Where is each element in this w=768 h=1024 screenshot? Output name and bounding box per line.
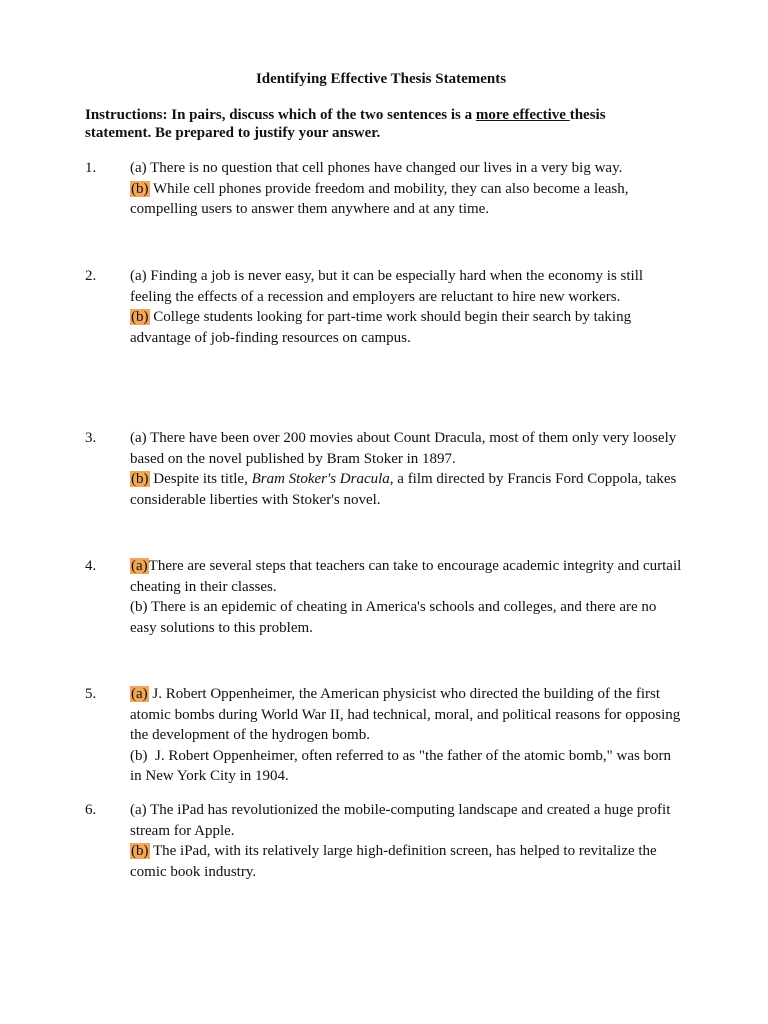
option-label-highlighted: (a) (131, 686, 148, 702)
question-options (130, 266, 685, 348)
option-b (130, 179, 685, 220)
option-b (130, 307, 685, 348)
option-text: There is no question that cell phones have changed our lives in a very big way. (146, 160, 623, 176)
option-label-highlighted: (b) (131, 180, 149, 197)
option-a (130, 428, 685, 469)
question-options (130, 684, 685, 787)
question-number: 5. (85, 686, 97, 702)
option-b (130, 841, 685, 882)
option-label: (a) (130, 268, 147, 284)
option-text: Finding a job is never easy, but it can be especially hard when the economy is still feeling the effects of a recession and employers are reluctant to hire new workers. (130, 268, 644, 305)
option-b (130, 597, 685, 638)
question-number: 2. (85, 268, 97, 284)
option-label-highlighted: (b) (131, 843, 149, 859)
option-b (130, 469, 685, 510)
question-options (130, 158, 685, 220)
instructions-prefix: Instructions: In pairs, discuss which of the two sentences is a (85, 107, 476, 123)
option-label: (a) (130, 160, 147, 176)
option-label: (b) (130, 599, 148, 615)
option-text: There are several steps that teachers can take to encourage academic integrity and curtail cheating in their classes. (130, 558, 682, 595)
question-number: 4. (85, 558, 97, 574)
option-label: (a) (130, 802, 147, 818)
option-text-post: , a film directed by Francis Ford Coppola, takes considerable liberties with Stoker's novel. (130, 471, 677, 508)
option-text: The iPad has revolutionized the mobile-computing landscape and created a huge profit stream for Apple. (130, 802, 671, 839)
option-a (130, 556, 685, 597)
option-b (130, 746, 685, 787)
option-label-highlighted: (a) (131, 558, 148, 574)
question-number: 3. (85, 430, 97, 446)
option-a (130, 158, 685, 179)
question-number: 1. (85, 160, 97, 176)
question-options (130, 428, 685, 510)
instructions (85, 106, 645, 142)
option-label-highlighted: (b) (131, 309, 149, 325)
option-text: There have been over 200 movies about Count Dracula, most of them only very loosely based on the novel published by Bram Stoker in 1897. (130, 430, 677, 467)
question-options (130, 556, 685, 638)
option-text: J. Robert Oppenheimer, the American physicist who directed the building of the first atomic bombs during World War II, had technical, moral, and political reasons for opposing the development of the hydrogen bomb. (130, 686, 681, 743)
instructions-emphasis: more effective (475, 107, 570, 123)
option-a (130, 800, 685, 841)
question-options (130, 800, 685, 882)
option-text: While cell phones provide freedom and mobility, they can also become a leash, compelling users to answer them anywhere and at any time. (130, 180, 629, 217)
option-label-highlighted: (b) (131, 471, 149, 487)
option-label: (b) (130, 747, 148, 764)
option-a (130, 684, 685, 746)
option-text: There is an epidemic of cheating in America's schools and colleges, and there are no easy solutions to this problem. (130, 599, 657, 636)
option-a (130, 266, 685, 307)
option-text: J. Robert Oppenheimer, often referred to as "the father of the atomic bomb," was born in New York City in 1904. (130, 747, 675, 784)
film-title: Bram Stoker's Dracula (251, 471, 390, 487)
option-text: College students looking for part-time work should begin their search by taking advantage of job-finding resources on campus. (130, 309, 632, 346)
option-label: (a) (130, 430, 147, 446)
option-text-pre: Despite its title, (149, 471, 252, 487)
option-text: The iPad, with its relatively large high-definition screen, has helped to revitalize the comic book industry. (130, 843, 657, 880)
question-number: 6. (85, 802, 97, 818)
instructions-suffix: thesis statement. Be prepared to justify your answer. (85, 107, 606, 141)
page-title: Identifying Effective Thesis Statements (255, 71, 507, 87)
